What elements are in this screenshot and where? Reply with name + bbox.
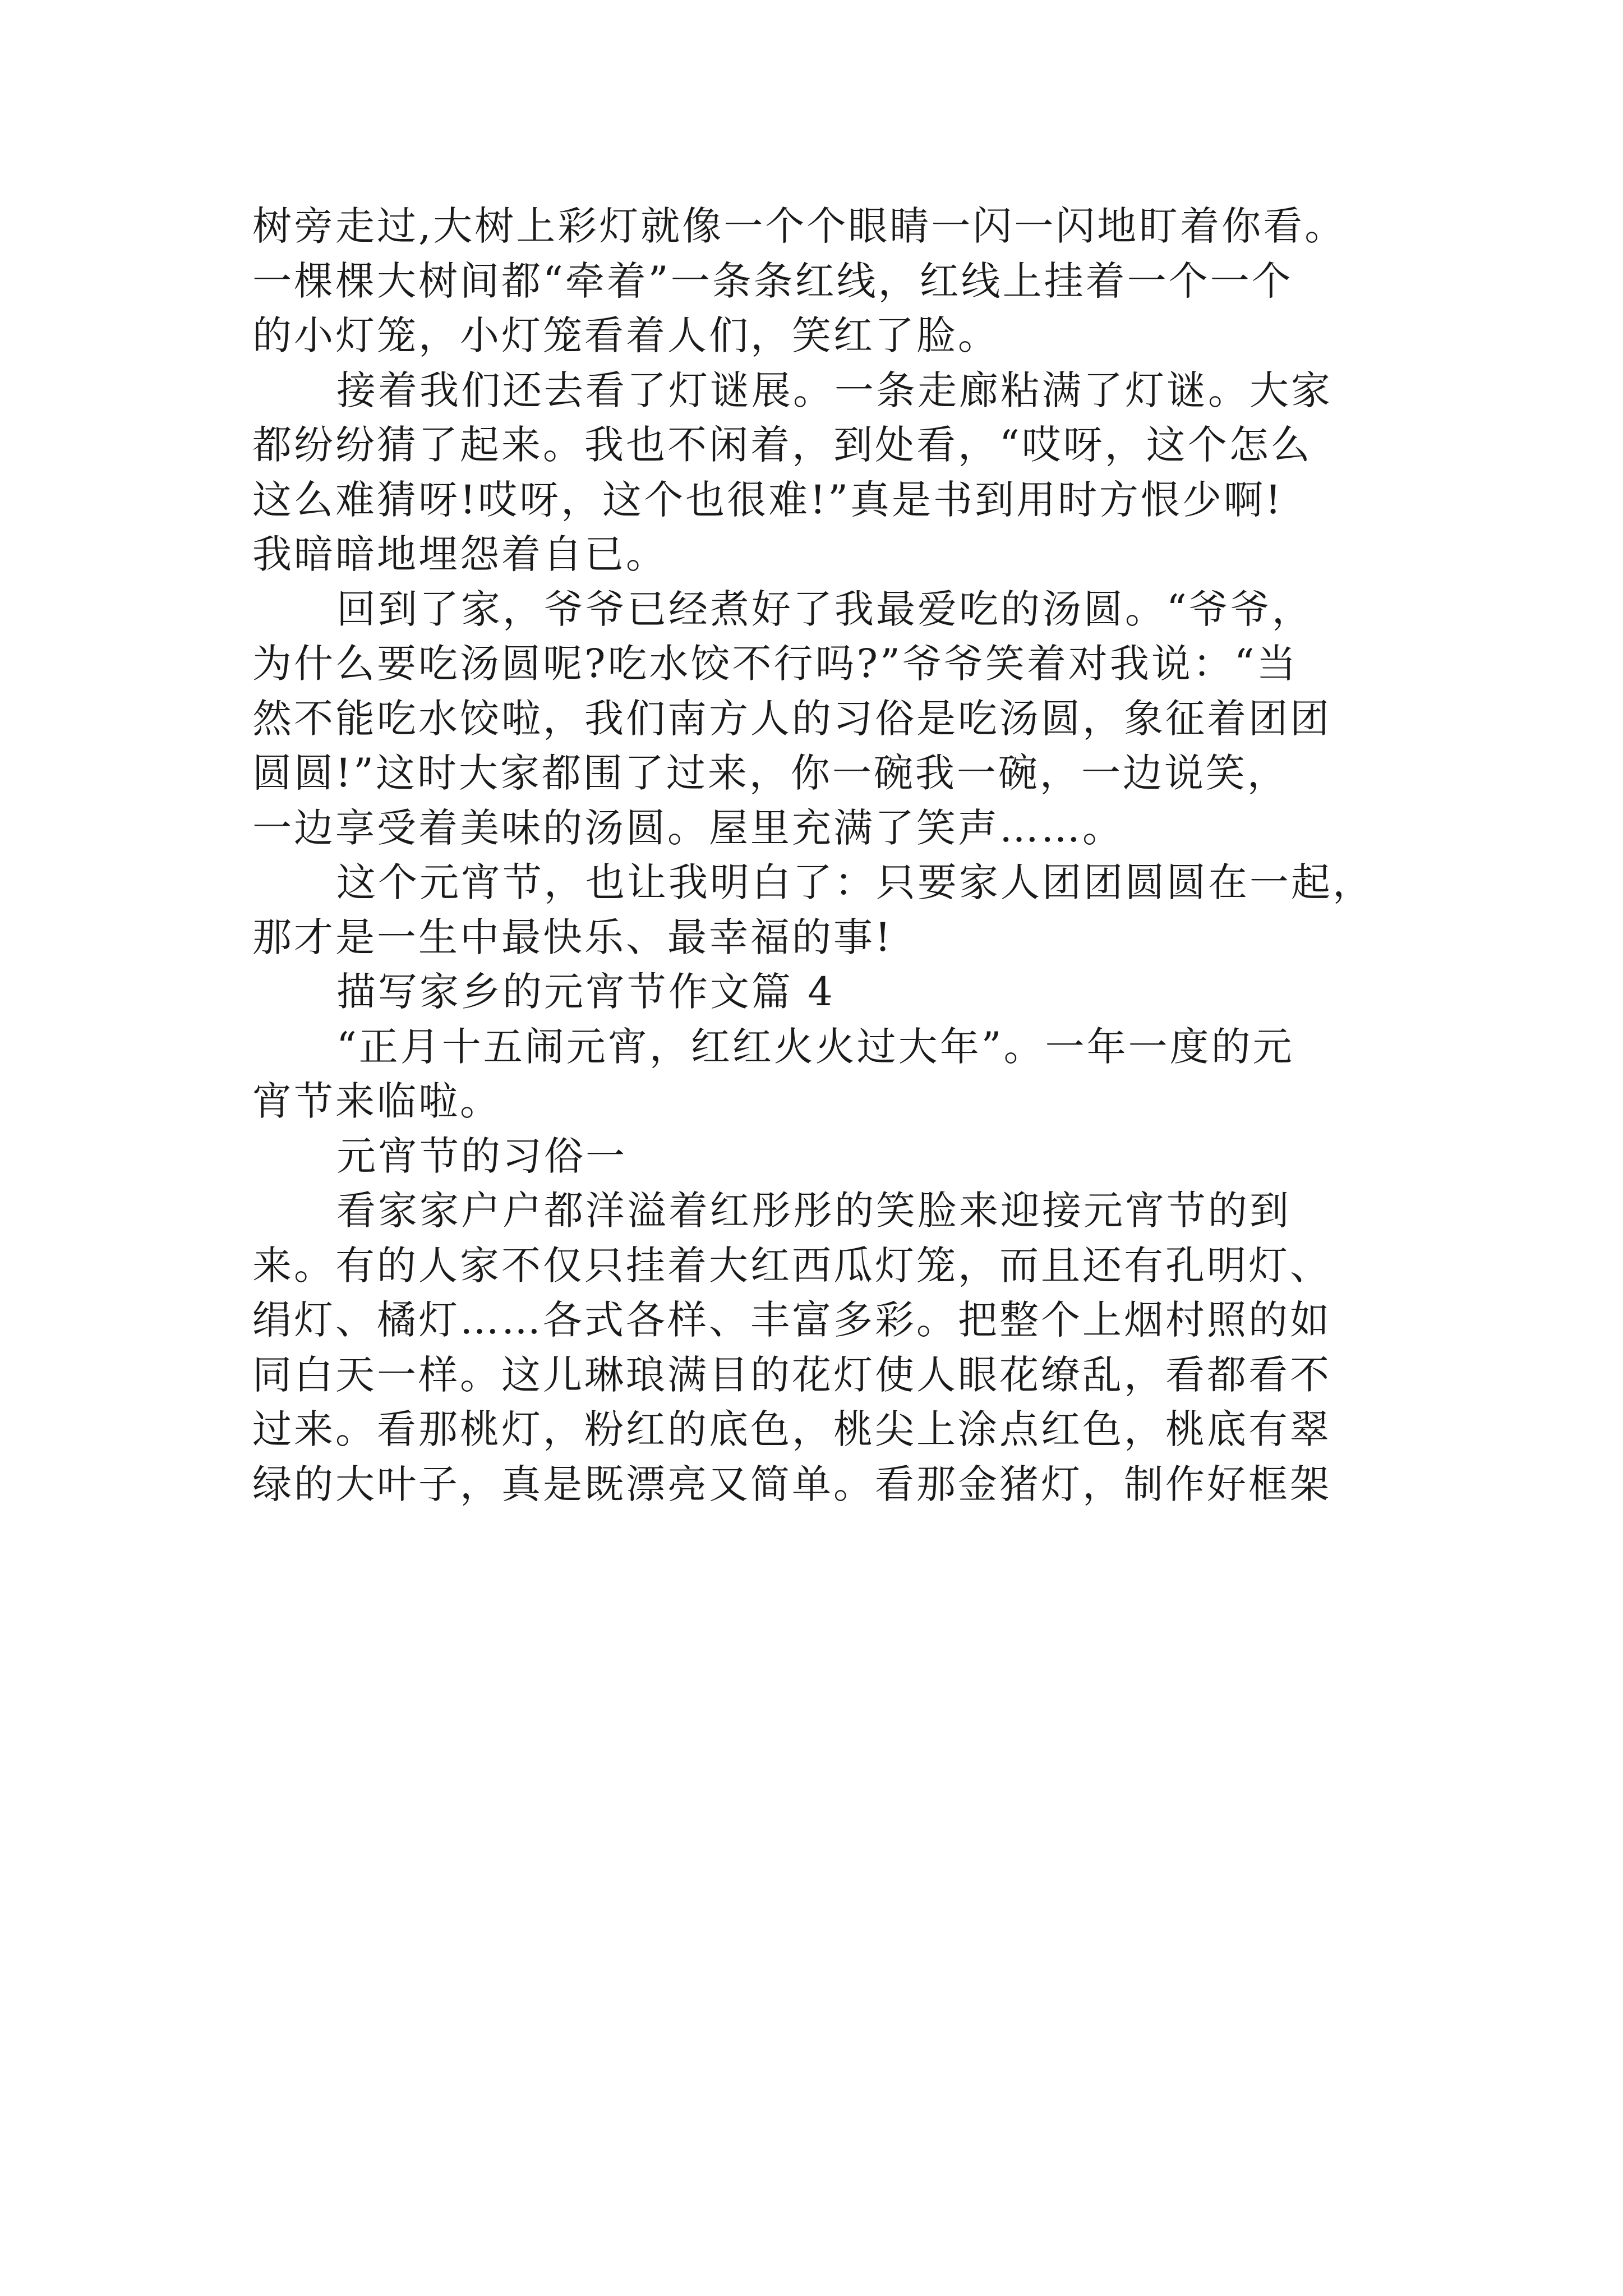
text-line: 来。有的人家不仅只挂着大红西瓜灯笼，而且还有孔明灯、 xyxy=(252,1242,1331,1289)
section-heading: 描写家乡的元宵节作文篇 4 xyxy=(336,969,835,1015)
paragraph-start-line: 看家家户户都洋溢着红彤彤的笑脸来迎接元宵节的到 xyxy=(336,1188,1291,1234)
text-line: 然不能吃水饺啦，我们南方人的习俗是吃汤圆，象征着团团 xyxy=(252,695,1331,742)
text-line: 过来。看那桃灯，粉红的底色，桃尖上涂点红色，桃底有翠 xyxy=(252,1406,1331,1452)
text-line: 我暗暗地埋怨着自已。 xyxy=(252,531,667,577)
text-line: 一边享受着美味的汤圆。屋里充满了笑声……。 xyxy=(252,804,1124,851)
paragraph-start-line: 接着我们还去看了灯谜展。一条走廊粘满了灯谜。大家 xyxy=(336,367,1332,413)
text-line: 宵节来临啦。 xyxy=(252,1078,501,1124)
text-line: 一棵棵大树间都“牵着”一条条红线，红线上挂着一个一个 xyxy=(252,257,1293,304)
text-line: 为什么要吃汤圆呢?吃水饺不行吗?”爷爷笑着对我说：“当 xyxy=(252,641,1298,687)
text-line: 都纷纷猜了起来。我也不闲着，到处看，“哎呀，这个怎么 xyxy=(252,422,1312,468)
paragraph-start-line: 回到了家，爷爷已经煮好了我最爱吃的汤圆。“爷爷， xyxy=(336,586,1313,632)
subsection-heading: 元宵节的习俗一 xyxy=(336,1133,627,1179)
text-line: 绿的大叶子，真是既漂亮又简单。看那金猪灯，制作好框架 xyxy=(252,1461,1331,1507)
text-line: 那才是一生中最快乐、最幸福的事! xyxy=(252,914,893,960)
paragraph-start-line: 这个元宵节，也让我明白了：只要家人团团圆圆在一起， xyxy=(336,859,1374,905)
text-line: 绢灯、橘灯……各式各样、丰富多彩。把整个上烟村照的如 xyxy=(252,1297,1331,1343)
text-line: 树旁走过,大树上彩灯就像一个个眼睛一闪一闪地盯着你看。 xyxy=(252,203,1347,249)
essay-body xyxy=(252,199,1441,1512)
text-line: 的小灯笼，小灯笼看着人们，笑红了脸。 xyxy=(252,312,999,358)
paragraph-start-line: “正月十五闹元宵，红红火火过大年”。一年一度的元 xyxy=(336,1023,1294,1070)
text-line: 圆圆!”这时大家都围了过来，你一碗我一碗，一边说笑， xyxy=(252,750,1289,796)
text-line: 这么难猜呀!哎呀，这个也很难!”真是书到用时方恨少啊! xyxy=(252,476,1284,523)
text-line: 同白天一样。这儿琳琅满目的花灯使人眼花缭乱，看都看不 xyxy=(252,1351,1331,1398)
